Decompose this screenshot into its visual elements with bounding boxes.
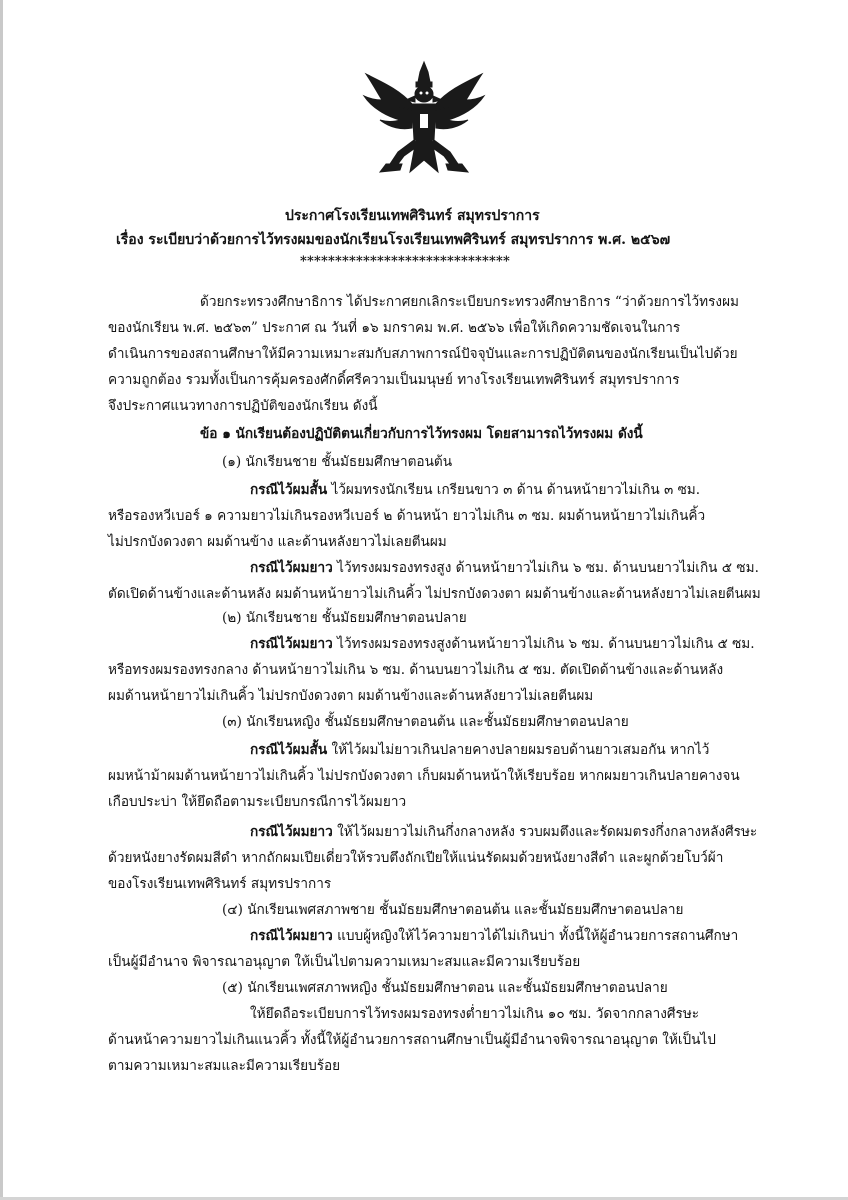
long-hair-label: กรณีไว้ผมยาว xyxy=(250,824,333,840)
intro-line-5: จึงประกาศแนวทางการปฏิบัติของนักเรียน ดังนี้ xyxy=(108,398,378,414)
section-3-long-line-3: ของโรงเรียนเทพศิรินทร์ สมุทรปราการ xyxy=(108,876,332,892)
section-3-heading: (๓) นักเรียนหญิง ชั้นมัธยมศึกษาตอนต้น และชั้นมัธยมศึกษาตอนปลาย xyxy=(222,714,629,730)
section-5-line-1: ให้ยึดถือระเบียบการไว้ทรงผมรองทรงต่ำยาวไม่เกิน ๑๐ ซม. วัดจากกลางศีรษะ xyxy=(250,1006,700,1022)
rule-text: ไว้ทรงผมรองทรงสูงด้านหน้ายาวไม่เกิน ๖ ซม. ด้านบนยาวไม่เกิน ๕ ซม. xyxy=(332,636,755,652)
section-4-long-line-2: เป็นผู้มีอำนาจ พิจารณาอนุญาต ให้เป็นไปตามความเหมาะสมและมีความเรียบร้อย xyxy=(108,954,581,970)
intro-line-2: ของนักเรียน พ.ศ. ๒๕๖๓” ประกาศ ณ วันที่ ๑๖ มกราคม พ.ศ. ๒๕๖๖ เพื่อให้เกิดความชัดเจนในการ xyxy=(108,320,681,336)
short-hair-label: กรณีไว้ผมสั้น xyxy=(250,482,328,498)
section-2-long-line-1 xyxy=(250,634,755,654)
section-1-short-line-1 xyxy=(250,480,700,500)
long-hair-label: กรณีไว้ผมยาว xyxy=(250,928,333,944)
section-3-short-line-2: ผมหน้าม้าผมด้านหน้ายาวไม่เกินคิ้ว ไม่ปรกบังดวงตา เก็บผมด้านหน้าให้เรียบร้อย หากผมยาวเกินปลายคางจน xyxy=(108,768,740,784)
garuda-emblem-icon xyxy=(360,60,488,178)
announcement-title: ประกาศโรงเรียนเทพศิรินทร์ สมุทรปราการ xyxy=(285,208,540,224)
short-hair-label: กรณีไว้ผมสั้น xyxy=(250,742,328,758)
section-2-long-line-3: ผมด้านหน้ายาวไม่เกินคิ้ว ไม่ปรกบังดวงตา ผมด้านข้างและด้านหลังยาวไม่เลยตีนผม xyxy=(108,688,594,704)
rule-text: แบบผู้หญิงให้ไว้ความยาวได้ไม่เกินบ่า ทั้งนี้ให้ผู้อำนวยการสถานศึกษา xyxy=(332,928,739,944)
title-separator: ****************************** xyxy=(300,254,510,269)
intro-line-4: ความถูกต้อง รวมทั้งเป็นการคุ้มครองศักดิ์ศรีความเป็นมนุษย์ ทางโรงเรียนเทพศิรินทร์ สมุทรปราการ xyxy=(108,372,680,388)
section-3-short-line-1 xyxy=(250,740,709,760)
clause-1-heading xyxy=(200,424,643,444)
section-5-heading: (๕) นักเรียนเพศสภาพหญิง ชั้นมัธยมศึกษาตอน และชั้นมัธยมศึกษาตอนปลาย xyxy=(222,980,668,996)
section-3-long-line-2: ด้วยหนังยางรัดผมสีดำ หากถักผมเปียเดี่ยวให้รวบตึงถักเปียให้แน่นรัดผมด้วยหนังยางสีดำ และผูกด้วยโบว์ผ้า xyxy=(108,850,724,866)
section-3-long-line-1 xyxy=(250,822,757,842)
rule-text: ให้ไว้ผมไม่ยาวเกินปลายคางปลายผมรอบด้านยาวเสมอกัน หากไว้ xyxy=(327,742,710,758)
announcement-subject: เรื่อง ระเบียบว่าด้วยการไว้ทรงผมของนักเรียนโรงเรียนเทพศิรินทร์ สมุทรปราการ พ.ศ. ๒๕๖๗ xyxy=(116,232,671,248)
section-1-long-line-2: ตัดเปิดด้านข้างและด้านหลัง ผมด้านหน้ายาวไม่เกินคิ้ว ไม่ปรกบังดวงตา ผมด้านข้างและด้านหลังยาวไม่เลยตีนผม xyxy=(108,586,761,602)
section-4-long-line-1 xyxy=(250,926,738,946)
section-2-heading: (๒) นักเรียนชาย ชั้นมัธยมศึกษาตอนปลาย xyxy=(222,610,467,626)
long-hair-label: กรณีไว้ผมยาว xyxy=(250,560,333,576)
clause-1-text: ข้อ ๑ นักเรียนต้องปฏิบัติตนเกี่ยวกับการไว้ทรงผม โดยสามารถไว้ทรงผม ดังนี้ xyxy=(200,426,643,442)
rule-text: ไว้ผมทรงนักเรียน เกรียนขาว ๓ ด้าน ด้านหน้ายาวไม่เกิน ๓ ซม. xyxy=(327,482,701,498)
long-hair-label: กรณีไว้ผมยาว xyxy=(250,636,333,652)
section-4-heading: (๔) นักเรียนเพศสภาพชาย ชั้นมัธยมศึกษาตอนต้น และชั้นมัธยมศึกษาตอนปลาย xyxy=(222,902,684,918)
section-1-short-line-3: ไม่ปรกบังดวงตา ผมด้านข้าง และด้านหลังยาวไม่เลยตีนผม xyxy=(108,534,447,550)
intro-line-3: ดำเนินการของสถานศึกษาให้มีความเหมาะสมกับสภาพการณ์ปัจจุบันและการปฏิบัติตนของนักเรียนเป็นไปด้วย xyxy=(108,346,738,362)
intro-line-1: ด้วยกระทรวงศึกษาธิการ ได้ประกาศยกเลิกระเบียบกระทรวงศึกษาธิการ “ว่าด้วยการไว้ทรงผม xyxy=(200,294,739,310)
rule-text: ไว้ทรงผมรองทรงสูง ด้านหน้ายาวไม่เกิน ๖ ซม. ด้านบนยาวไม่เกิน ๕ ซม. xyxy=(332,560,759,576)
scan-edge xyxy=(0,0,3,1200)
section-1-long-line-1 xyxy=(250,558,759,578)
section-1-heading: (๑) นักเรียนชาย ชั้นมัธยมศึกษาตอนต้น xyxy=(222,454,452,470)
section-3-short-line-3: เกือบประบ่า ให้ยึดถือตามระเบียบกรณีการไว้ผมยาว xyxy=(108,794,407,810)
section-2-long-line-2: หรือทรงผมรองทรงกลาง ด้านหน้ายาวไม่เกิน ๖ ซม. ด้านบนยาวไม่เกิน ๕ ซม. ตัดเปิดด้านข้างและด้านหลัง xyxy=(108,662,724,678)
section-1-short-line-2: หรือรองหวีเบอร์ ๑ ความยาวไม่เกินรองหวีเบอร์ ๒ ด้านหน้า ยาวไม่เกิน ๓ ซม. ผมด้านหน้ายาวไม่เกินคิ้ว xyxy=(108,508,706,524)
section-5-line-3: ตามความเหมาะสมและมีความเรียบร้อย xyxy=(108,1058,341,1074)
section-5-line-2: ด้านหน้าความยาวไม่เกินแนวคิ้ว ทั้งนี้ให้ผู้อำนวยการสถานศึกษาเป็นผู้มีอำนาจพิจารณาอนุญาต ให้เป็นไป xyxy=(108,1032,716,1048)
rule-text: ให้ไว้ผมยาวไม่เกินกึ่งกลางหลัง รวบผมตึงและรัดผมตรงกึ่งกลางหลังศีรษะ xyxy=(332,824,758,840)
